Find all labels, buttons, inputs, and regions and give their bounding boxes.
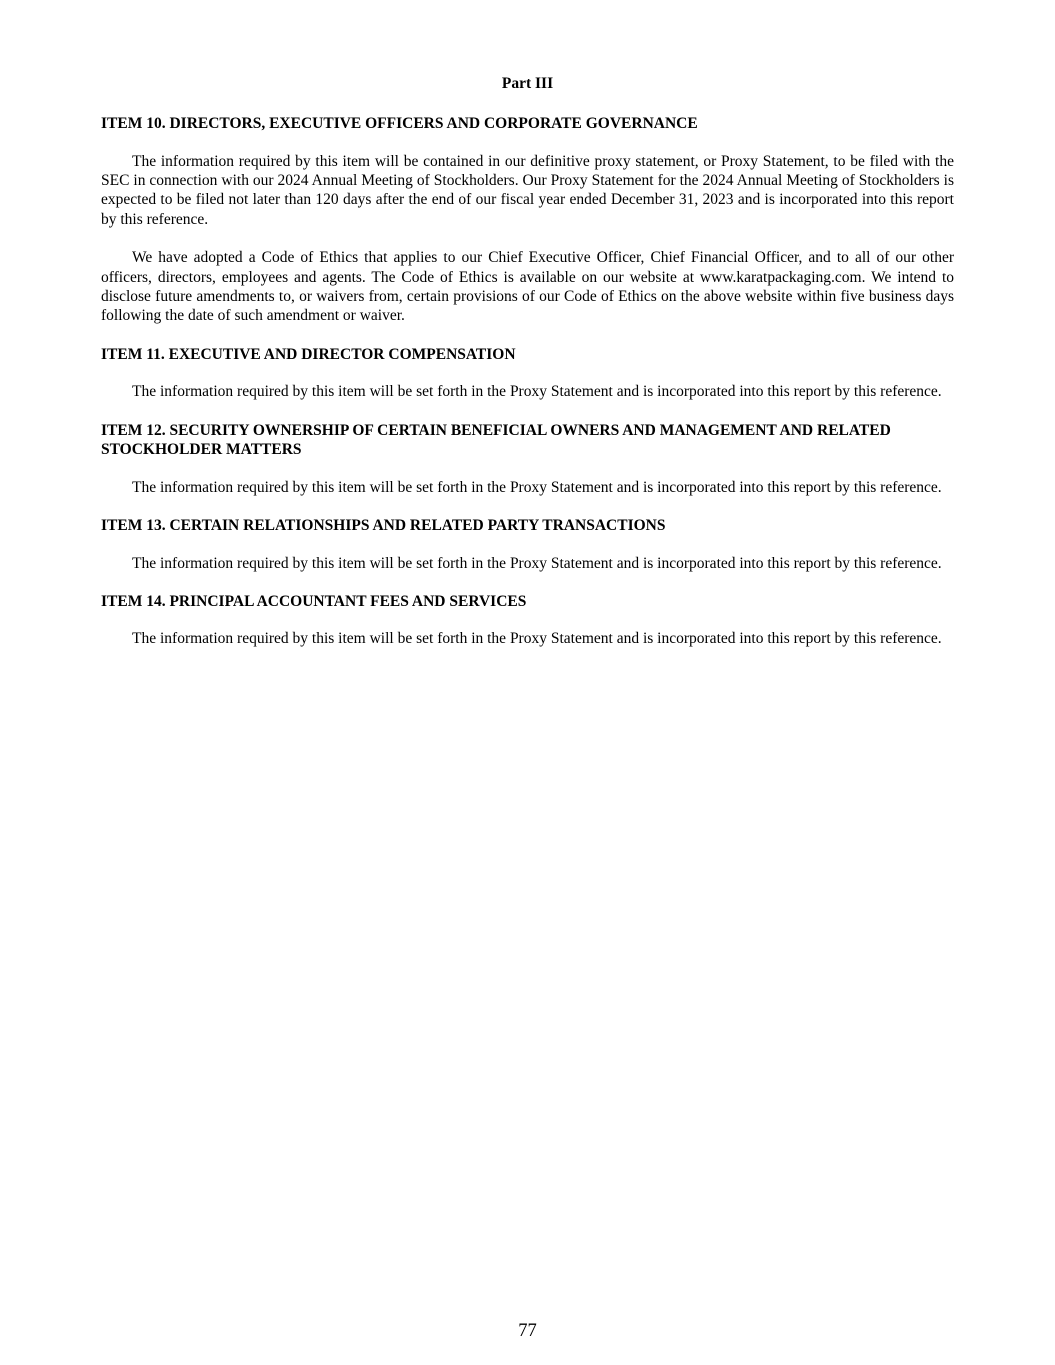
item-13-heading: ITEM 13. CERTAIN RELATIONSHIPS AND RELATED PARTY TRANSACTIONS (101, 517, 666, 535)
item-14-paragraph: The information required by this item will be set forth in the Proxy Statement and is incorporated into this report by this reference. (132, 630, 942, 648)
item-11-paragraph: The information required by this item will be set forth in the Proxy Statement and is incorporated into this report by this reference. (132, 383, 942, 401)
item-10-paragraph-1: The information required by this item will be contained in our definitive proxy statement, or Proxy Statement, to be filed with the SEC in connection with our 2024 Annual Meeting of Stockholders. Our Proxy Statement for the 2024 Annual Meeting of Stockholders is expected to be filed not later than 120 days after the end of our fiscal year ended December 31, 2023 and is incorporated into this report by this reference. (101, 152, 954, 228)
part-title: Part III (501, 75, 554, 92)
item-10-section (101, 114, 954, 326)
item-12-section (101, 421, 954, 497)
item-12-heading: ITEM 12. SECURITY OWNERSHIP OF CERTAIN BENEFICIAL OWNERS AND MANAGEMENT AND RELATED STOCKHOLDER MATTERS (101, 421, 891, 459)
item-11-section (101, 345, 954, 402)
page-number: 77 (518, 1321, 537, 1341)
item-14-heading: ITEM 14. PRINCIPAL ACCOUNTANT FEES AND SERVICES (101, 592, 527, 610)
item-10-paragraph-2: We have adopted a Code of Ethics that applies to our Chief Executive Officer, Chief Financial Officer, and to all of our other officers, directors, employees and agents. The Code of Ethics is available on our website at www.karatpackaging.com. We intend to disclose future amendments to, or waivers from, certain provisions of our Code of Ethics on the above website within five business days following the date of such amendment or waiver. (101, 249, 954, 325)
item-10-heading: ITEM 10. DIRECTORS, EXECUTIVE OFFICERS AND CORPORATE GOVERNANCE (101, 115, 698, 132)
item-13-paragraph: The information required by this item will be set forth in the Proxy Statement and is incorporated into this report by this reference. (132, 554, 942, 572)
document-page (101, 74, 954, 668)
item-14-section (101, 592, 954, 649)
item-13-section (101, 516, 954, 573)
item-11-heading: ITEM 11. EXECUTIVE AND DIRECTOR COMPENSATION (101, 345, 516, 363)
item-12-paragraph: The information required by this item will be set forth in the Proxy Statement and is incorporated into this report by this reference. (132, 478, 942, 496)
